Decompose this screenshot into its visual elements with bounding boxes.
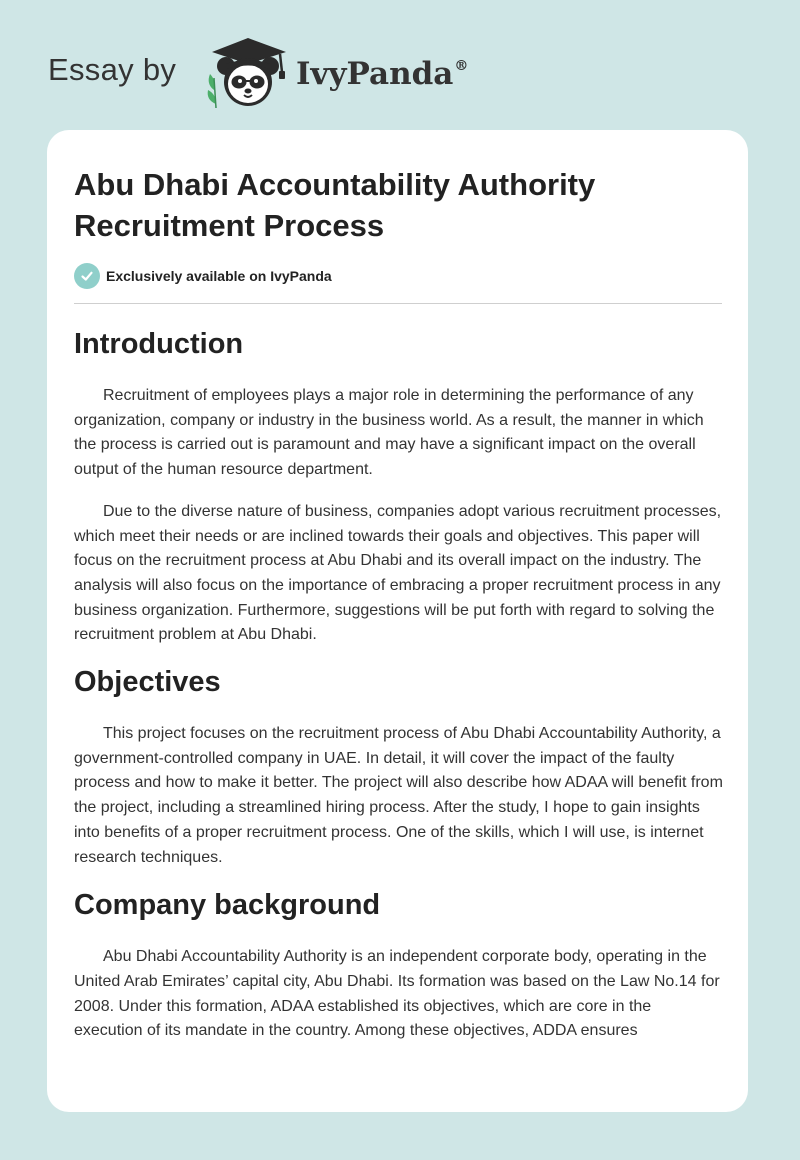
- section-heading-company-background: Company background: [74, 889, 381, 922]
- introduction-paragraph-2: Due to the diverse nature of business, companies adopt various recruitment processes, which meet their needs or are inclined towards their goals and objectives. This paper will focus on the recruitment process at Abu Dhabi and its overall impact on the industry. The analysis will also focus on the importance of embracing a proper recruitment process in any business organization. Furthermore, suggestions will be put forth with regard to solving the recruitment problem at Abu Dhabi.: [74, 502, 722, 644]
- section-heading-objectives: Objectives: [74, 666, 221, 699]
- title-divider: [74, 303, 722, 304]
- article-card: [47, 130, 748, 1112]
- article-body: [74, 323, 724, 1044]
- section-heading-introduction: Introduction: [74, 328, 244, 360]
- check-circle-icon: [74, 263, 100, 289]
- introduction-paragraph-1: Recruitment of employees plays a major role in determining the performance of any organization, company or industry in the business world. As a result, the manner in which the process is carried out is paramount and may have a significant impact on the overall output of the human resource department.: [74, 387, 704, 479]
- site-header: [0, 0, 800, 130]
- brand-name[interactable]: [296, 56, 468, 92]
- company-background-paragraph-1: Abu Dhabi Accountability Authority is an independent corporate body, operating in the United Arab Emirates’ capital city, Abu Dhabi. Its formation was based on the Law No.14 for 2008. Under this formation, ADAA established its objectives, which are core in the execution of its mandate in the country. Among these objectives, ADDA ensures: [74, 948, 720, 1040]
- essay-by-label: Essay by: [48, 52, 177, 87]
- exclusive-label: Exclusively available on IvyPanda: [106, 268, 332, 284]
- panda-graduate-icon[interactable]: [200, 34, 296, 110]
- exclusive-badge: [74, 263, 332, 289]
- brand-text: IvyPanda: [296, 56, 454, 92]
- objectives-paragraph-1: This project focuses on the recruitment process of Abu Dhabi Accountability Authority, a government-controlled company in UAE. In detail, it will cover the impact of the faulty process and how to make it better. The project will also describe how ADAA will benefit from the project, including a streamlined hiring process. After the study, I hope to gain insights into benefits of a proper recruitment process. One of the skills, which I will use, is internet research techniques.: [74, 725, 723, 866]
- registered-mark: ®: [454, 58, 469, 74]
- article-title: Abu Dhabi Accountability Authority Recruitment Process: [74, 167, 596, 243]
